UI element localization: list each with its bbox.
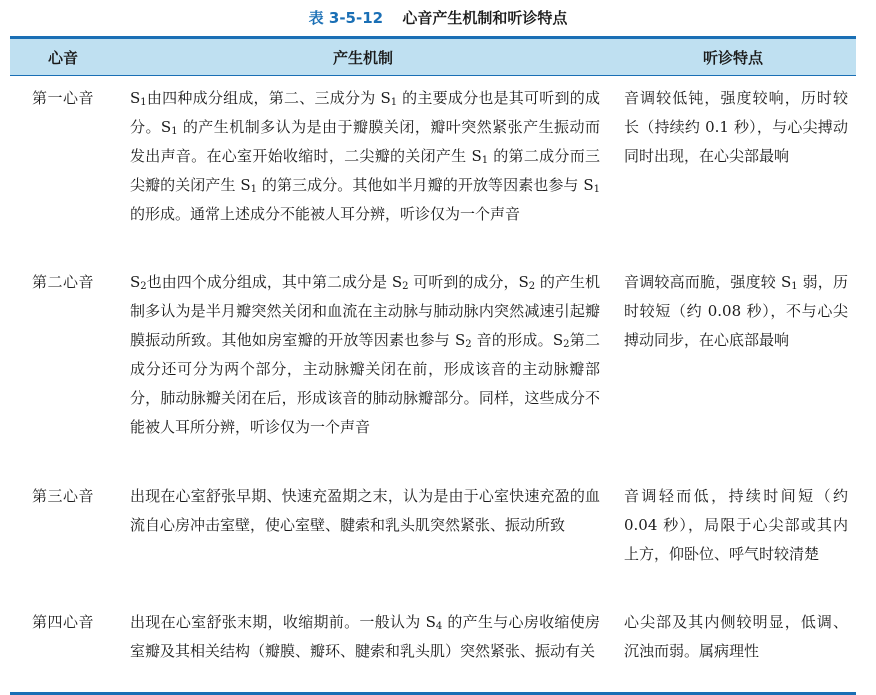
table-caption bbox=[0, 8, 876, 28]
table-title: 心音产生机制和听诊特点 bbox=[402, 9, 568, 27]
table-row bbox=[10, 76, 856, 261]
row-name: 第三心音 bbox=[32, 487, 95, 505]
row-mechanism: 出现在心室舒张末期，收缩期前。一般认为 $S_4$ 的产生与心房收缩使房室瓣及其相关结构（瓣膜、瓣环、腱索和乳头肌）突然紧张、振动有关 bbox=[116, 600, 610, 694]
table-number: 表 3-5-12 bbox=[308, 9, 384, 27]
row-mechanism: $S_1$由四种成分组成，第二、三成分为 $S_1$ 的主要成分也是其可听到的成分。$S_1$ 的产生机制多认为是由于瓣膜关闭，瓣叶突然紧张产生振动而发出声音。在心室开始收缩时，二尖瓣的关闭产生 $S_1$ 的第二成分而三尖瓣的关闭产生 $S_1$ 的第三成分。其他如半月瓣的开放等因素也参与 $S_1$ 的形成。通常上述成分不能被人耳分辨，听诊仅为一个声音 bbox=[130, 89, 600, 223]
table-row bbox=[10, 260, 856, 474]
row-mechanism: 出现在心室舒张早期、快速充盈期之末，认为是由于心室快速充盈的血流自心房冲击室壁，使心室壁、腱索和乳头肌突然紧张、振动所致 bbox=[130, 487, 600, 534]
row-feature: 音调较高而脆，强度较 $S_1$ 弱，历时较短（约 0.08 秒），不与心尖搏动同步，在心底部最响 bbox=[624, 273, 848, 349]
row-name: 第一心音 bbox=[32, 89, 95, 107]
header-auscultation: 听诊特点 bbox=[610, 38, 856, 76]
row-name: 第四心音 bbox=[10, 600, 116, 694]
row-feature: 音调较低钝，强度较响，历时较长（持续约 0.1 秒），与心尖搏动同时出现，在心尖部最响 bbox=[624, 89, 848, 165]
table-row bbox=[10, 474, 856, 600]
table-header-row bbox=[10, 38, 856, 76]
row-feature: 心尖部及其内侧较明显，低调、沉浊而弱。属病理性 bbox=[610, 600, 856, 694]
row-name: 第二心音 bbox=[32, 273, 95, 291]
row-feature: 音调轻而低，持续时间短（约 0.04 秒），局限于心尖部或其内上方，仰卧位、呼气时较清楚 bbox=[624, 487, 848, 563]
heart-sound-table bbox=[10, 36, 856, 695]
header-mechanism: 产生机制 bbox=[116, 38, 610, 76]
table-row bbox=[10, 600, 856, 694]
header-heart-sound: 心音 bbox=[10, 38, 116, 76]
row-mechanism: $S_2$也由四个成分组成，其中第二成分是 $S_2$ 可听到的成分，$S_2$ 的产生机制多认为是半月瓣突然关闭和血流在主动脉与肺动脉内突然减速引起瓣膜振动所致。其他如房室瓣的开放等因素也参与 $S_2$ 音的形成。$S_2$第二成分还可分为两个部分，主动脉瓣关闭在前，形成该音的主动脉瓣部分，肺动脉瓣关闭在后，形成该音的肺动脉瓣部分。同样，这些成分不能被人耳所分辨，听诊仅为一个声音 bbox=[130, 273, 601, 436]
